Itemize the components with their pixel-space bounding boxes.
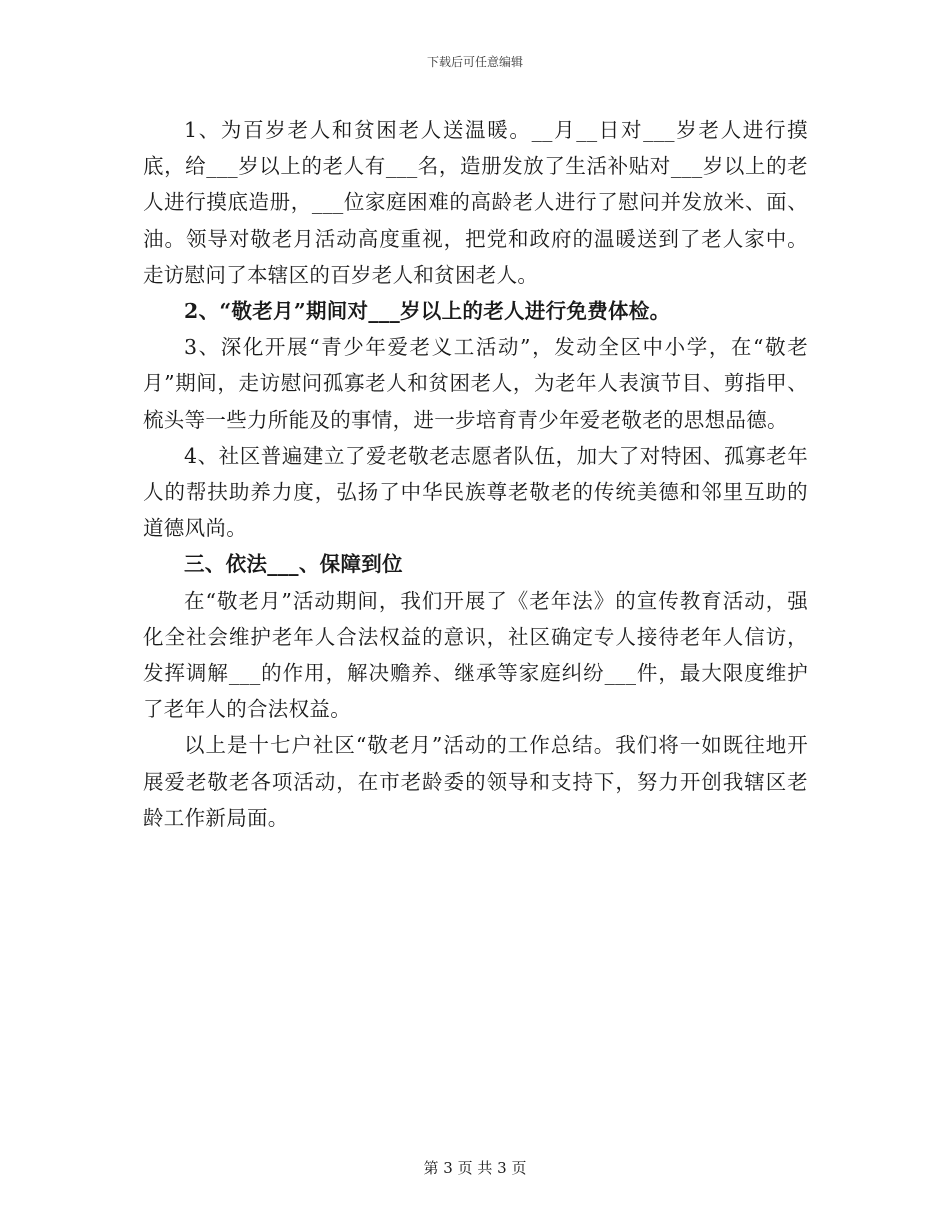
page-footer: 第 3 页 共 3 页 — [423, 1159, 527, 1177]
document-body — [143, 112, 808, 836]
paragraph-7: 以上是十七户社区“敬老月”活动的工作总结。我们将一如既往地开展爱老敬老各项活动，在市老龄委的领导和支持下，努力开创我辖区老龄工作新局面。 — [143, 733, 808, 830]
paragraph-1: 1、为百岁老人和贫困老人送温暖。__月__日对___岁老人进行摸底，给___岁以上的老人有___名，造册发放了生活补贴对___岁以上的老人进行摸底造册，___位家庭困难的高龄老人进行了慰问并发放米、面、油。领导对敬老月活动高度重视，把党和政府的温暖送到了老人家中。走访慰问了本辖区的百岁老人和贫困老人。 — [143, 118, 808, 287]
section-heading-3: 三、依法___、保障到位 — [184, 552, 403, 577]
page-header: 下载后可任意编辑 — [426, 55, 523, 69]
paragraph-4: 4、社区普遍建立了爱老敬老志愿者队伍，加大了对特困、孤寡老年人的帮扶助养力度，弘扬了中华民族尊老敬老的传统美德和邻里互助的道德风尚。 — [143, 443, 808, 541]
paragraph-6: 在“敬老月”活动期间，我们开展了《老年法》的宣传教育活动，强化全社会维护老年人合法权益的意识，社区确定专人接待老年人信访，发挥调解___的作用，解决赡养、继承等家庭纠纷___件，最大限度维护了老年人的合法权益。 — [143, 588, 808, 722]
paragraph-2-heading: 2、“敬老月”期间对___岁以上的老人进行免费体检。 — [184, 299, 671, 324]
paragraph-3: 3、深化开展“青少年爱老义工活动”，发动全区中小学，在“敬老月”期间，走访慰问孤寡老人和贫困老人，为老年人表演节目、剪指甲、梳头等一些力所能及的事情，进一步培育青少年爱老敬老的思想品德。 — [143, 335, 808, 432]
